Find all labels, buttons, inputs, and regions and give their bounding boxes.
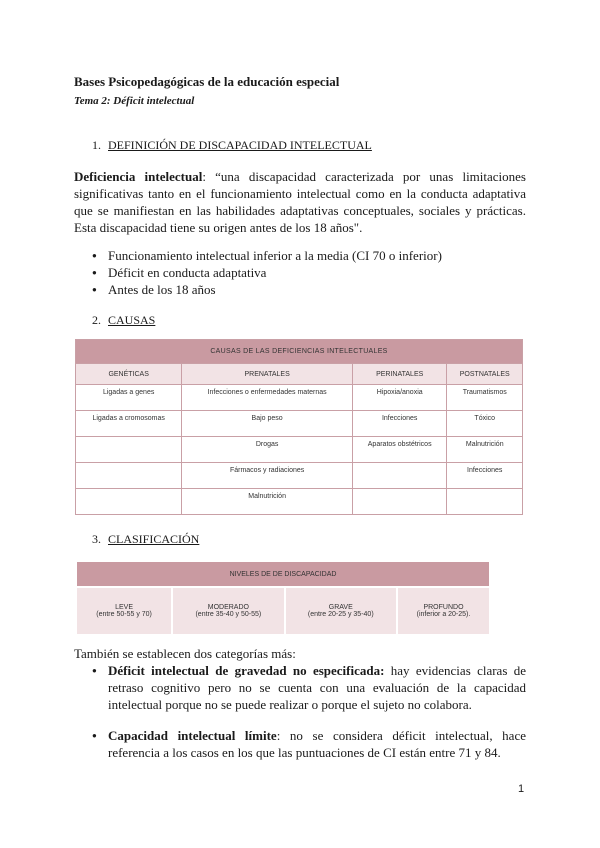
table-cell: Ligadas a genes	[76, 385, 182, 411]
item-text: hay evidencias claras de retraso cognitivo pero no se cuenta con una evaluación de la capacidad intelectual porque no se puede realizar o porque el sujeto no colabora.	[108, 663, 526, 712]
document-title: Bases Psicopedagógicas de la educación especial	[74, 74, 340, 89]
section-heading-definition	[92, 138, 372, 153]
section-title: CLASIFICACIÓN	[108, 532, 200, 546]
level-cell	[172, 587, 284, 635]
table-cell: Infecciones	[352, 411, 447, 437]
levels-table	[75, 560, 491, 636]
column-header: GENÉTICAS	[76, 364, 182, 385]
list-item: ● Funcionamiento intelectual inferior a la media (CI 70 o inferior)	[92, 247, 442, 264]
table-row	[76, 437, 523, 463]
section-number: 2.	[92, 313, 101, 327]
table-cell: Infecciones	[447, 463, 523, 489]
table-cell: Infecciones o enfermedades maternas	[182, 385, 353, 411]
item-text: : no se considera déficit intelectual, hace referencia a los casos en los que las puntuaciones de CI están entre 71 y 84.	[108, 728, 526, 760]
level-cell	[397, 587, 490, 635]
section-heading-causes	[92, 313, 155, 328]
list-item: ● Antes de los 18 años	[92, 281, 442, 298]
table-cell: Hipoxia/anoxia	[352, 385, 447, 411]
document-subtitle: Tema 2: Déficit intelectual	[74, 95, 195, 107]
level-name: PROFUNDO	[423, 604, 464, 611]
definition-term: Deficiencia intelectual	[74, 169, 203, 184]
table-title: NIVELES DE DE DISCAPACIDAD	[76, 561, 490, 587]
table-cell: Malnutrición	[182, 489, 353, 515]
table-cell	[352, 489, 447, 515]
item-term: Déficit intelectual de gravedad no especificada:	[108, 663, 385, 678]
item-term: Capacidad intelectual límite	[108, 728, 277, 743]
causes-table	[75, 339, 523, 515]
column-header: PERINATALES	[352, 364, 447, 385]
level-range: (entre 20-25 y 35-40)	[307, 611, 374, 618]
table-row	[76, 587, 490, 635]
table-cell	[447, 489, 523, 515]
section-heading-classification	[92, 532, 199, 547]
level-range: (entre 35-40 y 50-55)	[195, 611, 262, 618]
page-number: 1	[518, 783, 525, 795]
bullet-icon: ●	[92, 666, 97, 675]
table-cell: Ligadas a cromosomas	[76, 411, 182, 437]
criteria-list	[92, 247, 442, 298]
level-name: GRAVE	[328, 604, 353, 611]
table-cell: Malnutrición	[447, 437, 523, 463]
extra-intro: También se establecen dos categorías más:	[74, 646, 296, 661]
bullet-icon: ●	[92, 731, 97, 740]
level-range: (inferior a 20-25).	[416, 611, 471, 618]
table-row	[76, 489, 523, 515]
definition-paragraph	[74, 168, 526, 236]
table-cell: Drogas	[182, 437, 353, 463]
table-cell: Traumatismos	[447, 385, 523, 411]
table-row	[76, 385, 523, 411]
table-cell	[76, 463, 182, 489]
section-title: CAUSAS	[108, 313, 156, 327]
column-header: POSTNATALES	[447, 364, 523, 385]
table-cell	[76, 437, 182, 463]
level-range: (entre 50-55 y 70)	[96, 611, 152, 618]
table-cell	[352, 463, 447, 489]
section-number: 1.	[92, 138, 101, 152]
table-title: CAUSAS DE LAS DEFICIENCIAS INTELECTUALES	[76, 340, 523, 364]
level-cell	[76, 587, 172, 635]
level-cell	[285, 587, 397, 635]
table-cell: Tóxico	[447, 411, 523, 437]
list-item: ● Déficit en conducta adaptativa	[92, 264, 442, 281]
table-row	[76, 463, 523, 489]
definition-text: : “una discapacidad caracterizada por unas limitaciones significativas tanto en el funcionamiento intelectual como en la conducta adaptativa que se manifiestan en las habilidades adaptativas conceptuales, sociales y prácticas. Esta discapacidad tiene su origen antes de los 18 años".	[74, 169, 526, 235]
table-row	[76, 411, 523, 437]
table-cell: Aparatos obstétricos	[352, 437, 447, 463]
list-item	[92, 662, 526, 713]
level-name: LEVE	[115, 604, 134, 611]
section-number: 3.	[92, 532, 101, 546]
list-item	[92, 727, 526, 761]
level-name: MODERADO	[207, 604, 249, 611]
section-title: DEFINICIÓN DE DISCAPACIDAD INTELECTUAL	[108, 138, 372, 152]
column-header: PRENATALES	[182, 364, 353, 385]
table-cell	[76, 489, 182, 515]
table-cell: Fármacos y radiaciones	[182, 463, 353, 489]
table-cell: Bajo peso	[182, 411, 353, 437]
